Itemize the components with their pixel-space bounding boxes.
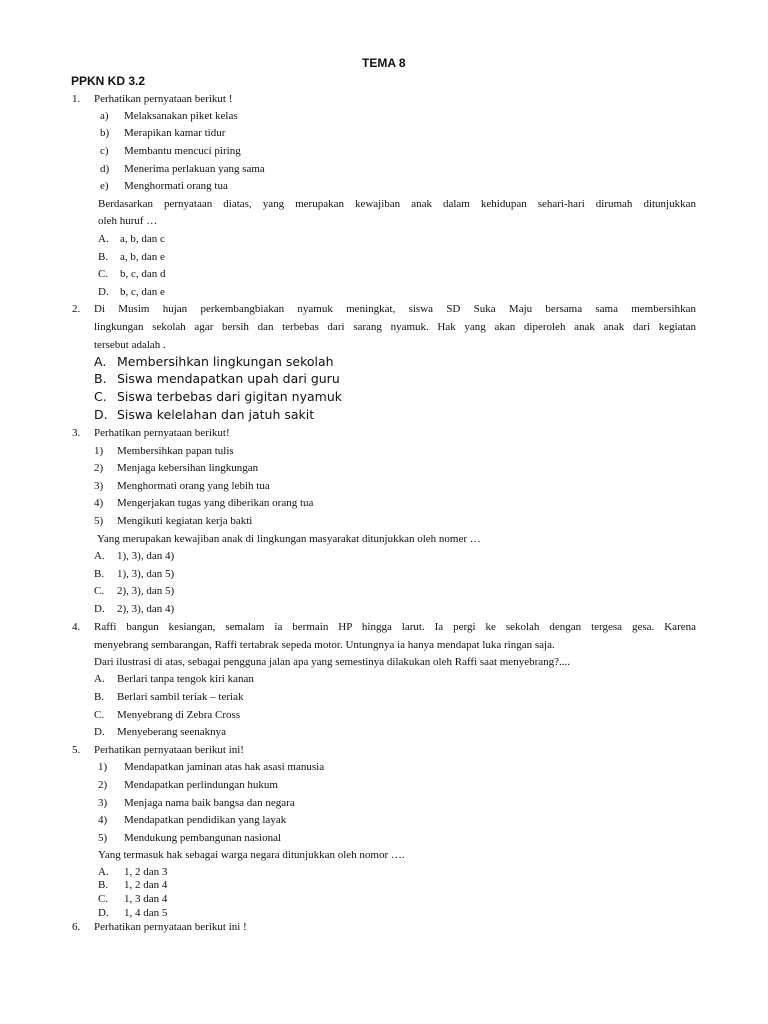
option-letter: C. <box>94 389 107 404</box>
statement-text: Membersihkan papan tulis <box>117 445 234 457</box>
option-letter: C. <box>98 893 109 905</box>
option-letter: C. <box>94 709 105 721</box>
statement-marker: a) <box>100 110 109 122</box>
question-number: 1. <box>72 93 81 105</box>
option-letter: A. <box>94 550 105 562</box>
statement-marker: d) <box>100 163 110 175</box>
statement-text: Menghormati orang yang lebih tua <box>117 480 270 492</box>
statement-text: Mengikuti kegiatan kerja bakti <box>117 515 253 527</box>
question-number: 5. <box>72 744 81 756</box>
question-prompt: Perhatikan pernyataan berikut! <box>94 427 230 439</box>
answer-option[interactable]: Menyeberang seenaknya <box>117 726 227 738</box>
option-letter: B. <box>94 371 107 386</box>
statement-marker: 3) <box>94 480 104 492</box>
answer-option[interactable]: Siswa terbebas dari gigitan nyamuk <box>117 389 342 404</box>
statement-marker: 2) <box>94 462 104 474</box>
question-text: Di Musim hujan perkembangbiakan nyamuk meningkat, siswa SD Suka Maju bersama sama membersihkan <box>94 303 696 315</box>
option-letter: B. <box>94 568 105 580</box>
answer-option[interactable]: 1), 3), dan 4) <box>117 550 175 562</box>
option-letter: C. <box>94 585 105 597</box>
option-letter: D. <box>98 907 109 919</box>
statement-text: Mendapatkan perlindungan hukum <box>124 779 278 791</box>
answer-option[interactable]: Menyebrang di Zebra Cross <box>117 709 241 721</box>
question-number: 6. <box>72 921 81 933</box>
answer-option[interactable]: 1, 2 dan 3 <box>124 866 168 878</box>
question-number: 3. <box>72 427 81 439</box>
option-letter: B. <box>94 691 105 703</box>
question-text: Raffi bangun kesiangan, semalam ia bermain HP hingga larut. Ia pergi ke sekolah dengan tergesa gesa. Karena <box>94 621 696 633</box>
question-text: menyebrang sembarangan, Raffi tertabrak sepeda motor. Untungnya ia hanya mendapat luka ringan saja. <box>94 639 555 651</box>
statement-marker: 3) <box>98 797 108 809</box>
option-letter: C. <box>98 268 109 280</box>
question-text: oleh huruf … <box>98 215 158 227</box>
statement-marker: 1) <box>94 445 104 457</box>
question-prompt: Perhatikan pernyataan berikut ! <box>94 93 233 105</box>
option-letter: B. <box>98 879 109 891</box>
statement-marker: 1) <box>98 761 108 773</box>
statement-marker: 2) <box>98 779 108 791</box>
option-letter: D. <box>94 603 105 615</box>
statement-text: Melaksanakan piket kelas <box>124 110 238 122</box>
option-letter: D. <box>94 726 105 738</box>
statement-text: Menjaga nama baik bangsa dan negara <box>124 797 295 809</box>
statement-text: Mendapatkan jaminan atas hak asasi manusia <box>124 761 325 773</box>
statement-marker: c) <box>100 145 109 157</box>
question-text: Yang termasuk hak sebagai warga negara ditunjukkan oleh nomor …. <box>98 849 405 861</box>
statement-marker: 4) <box>98 814 108 826</box>
statement-text: Menjaga kebersihan lingkungan <box>117 462 259 474</box>
statement-text: Mendukung pembangunan nasional <box>124 832 282 844</box>
statement-marker: 5) <box>98 832 108 844</box>
answer-option[interactable]: b, c, dan d <box>120 268 166 280</box>
option-letter: B. <box>98 251 109 263</box>
statement-text: Mengerjakan tugas yang diberikan orang tua <box>117 497 314 509</box>
answer-option[interactable]: b, c, dan e <box>120 286 165 298</box>
option-letter: A. <box>98 866 109 878</box>
answer-option[interactable]: Siswa kelelahan dan jatuh sakit <box>117 407 315 422</box>
answer-option[interactable]: a, b, dan c <box>120 233 165 245</box>
option-letter: A. <box>98 233 109 245</box>
question-text: tersebut adalah . <box>94 339 166 351</box>
answer-option[interactable]: 1, 2 dan 4 <box>124 879 168 891</box>
statement-marker: e) <box>100 180 109 192</box>
answer-option[interactable]: 2), 3), dan 5) <box>117 585 175 597</box>
answer-option[interactable]: 1, 4 dan 5 <box>124 907 168 919</box>
question-number: 2. <box>72 303 81 315</box>
option-letter: D. <box>98 286 109 298</box>
answer-option[interactable]: 2), 3), dan 4) <box>117 603 175 615</box>
answer-option[interactable]: 1), 3), dan 5) <box>117 568 175 580</box>
option-letter: D. <box>94 407 108 422</box>
answer-option[interactable]: a, b, dan e <box>120 251 165 263</box>
answer-option[interactable]: 1, 3 dan 4 <box>124 893 168 905</box>
answer-option[interactable]: Berlari tanpa tengok kiri kanan <box>117 673 254 685</box>
question-text: lingkungan sekolah agar bersih dan terbebas dari sarang nyamuk. Hak yang akan diperoleh anak anak dari kegiatan <box>94 321 696 333</box>
statement-text: Membantu mencuci piring <box>124 145 241 157</box>
question-text: Dari ilustrasi di atas, sebagai pengguna jalan apa yang semestinya dilakukan oleh Raffi saat menyebrang?.... <box>94 656 571 668</box>
statement-marker: 5) <box>94 515 104 527</box>
question-prompt: Perhatikan pernyataan berikut ini! <box>94 744 244 756</box>
section-heading: PPKN KD 3.2 <box>71 74 146 88</box>
answer-option[interactable]: Berlari sambil teriak – teriak <box>117 691 244 703</box>
answer-option[interactable]: Siswa mendapatkan upah dari guru <box>117 371 340 386</box>
question-number: 4. <box>72 621 81 633</box>
statement-marker: 4) <box>94 497 104 509</box>
statement-text: Mendapatkan pendidikan yang layak <box>124 814 287 826</box>
document-title: TEMA 8 <box>362 56 406 70</box>
statement-text: Menerima perlakuan yang sama <box>124 163 265 175</box>
answer-option[interactable]: Membersihkan lingkungan sekolah <box>117 354 334 369</box>
option-letter: A. <box>94 673 105 685</box>
question-prompt: Perhatikan pernyataan berikut ini ! <box>94 921 247 933</box>
question-text: Berdasarkan pernyataan diatas, yang merupakan kewajiban anak dalam kehidupan sehari-hari dirumah ditunjukkan <box>98 198 696 210</box>
option-letter: A. <box>94 354 107 369</box>
question-text: Yang merupakan kewajiban anak di lingkungan masyarakat ditunjukkan oleh nomer … <box>97 533 481 545</box>
statement-marker: b) <box>100 127 110 139</box>
statement-text: Merapikan kamar tidur <box>124 127 226 139</box>
statement-text: Menghormati orang tua <box>124 180 228 192</box>
